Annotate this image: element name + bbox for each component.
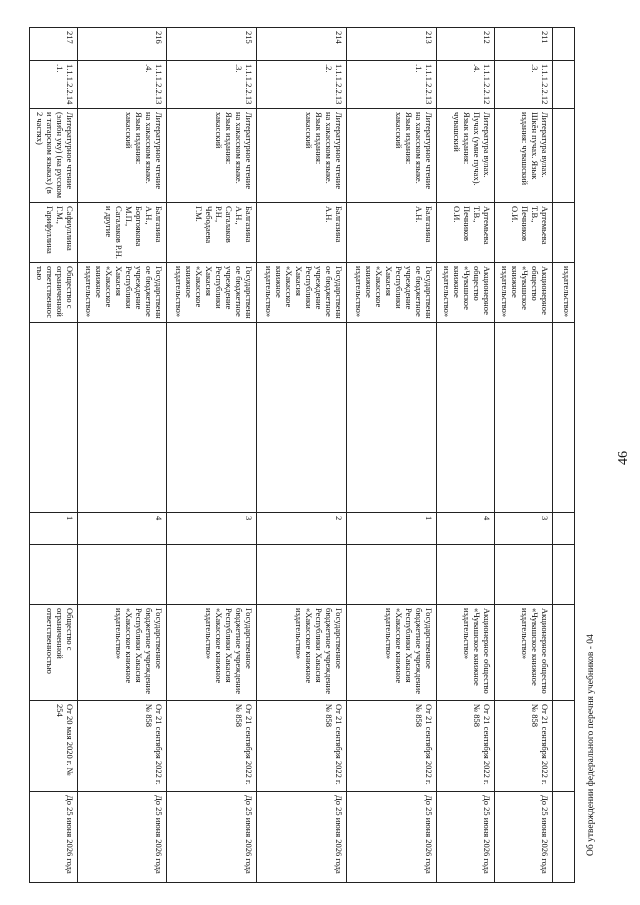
- table-row: [436, 28, 494, 883]
- row-blank: [167, 545, 257, 605]
- rotated-table-wrapper: [29, 27, 575, 882]
- row-authors: Артемьева Т.В., Печников О.И.: [494, 203, 552, 263]
- row-grade: 3: [494, 513, 552, 545]
- row-term: До 25 июня 2026 года: [494, 792, 552, 883]
- row-organization: Государственное бюджетное учреждение Республики Хакасия «Хакасское книжное издательство»: [77, 605, 167, 701]
- row-order: От 21 сентября 2022 г. № 858: [436, 701, 494, 792]
- table-cell: [553, 323, 575, 513]
- table-cell: [553, 792, 575, 883]
- row-publisher: Государственное бюджетное учреждение Республики Хакасия «Хакасское книжное издательство»: [257, 263, 347, 323]
- table-cell: [553, 61, 575, 109]
- row-term: До 25 июня 2026 года: [30, 792, 78, 883]
- row-term: До 25 июня 2026 года: [436, 792, 494, 883]
- row-order: От 21 сентября 2022 г. № 858: [167, 701, 257, 792]
- row-blank: [436, 545, 494, 605]
- table-row: [30, 28, 78, 883]
- row-title: Литературное чтение на хакасском языке. Язык издания: хакасский: [77, 109, 167, 203]
- row-number: 215: [167, 28, 257, 61]
- row-code: 1.1.1.2.2.13.4.: [77, 61, 167, 109]
- row-order: От 21 сентября 2022 г. № 858: [347, 701, 437, 792]
- row-number: 213: [347, 28, 437, 61]
- row-code: 1.1.1.2.2.12.4.: [436, 61, 494, 109]
- row-code: 1.1.1.2.2.13.3.: [167, 61, 257, 109]
- row-organization: Акционерное общество «Чувашское книжное издательство»: [436, 605, 494, 701]
- row-blank: [347, 545, 437, 605]
- row-title: Литературное чтение (элибн уку) (на русском и татарском языках) (в 2 частях): [30, 109, 78, 203]
- row-order: От 20 мая 2020 г. № 254: [30, 701, 78, 792]
- row-number: 217: [30, 28, 78, 61]
- table-cell: [553, 28, 575, 61]
- table-row: [257, 28, 347, 883]
- table-row: [553, 28, 575, 883]
- row-term: До 25 июня 2026 года: [77, 792, 167, 883]
- row-publisher: Государственное бюджетное учреждение Республики Хакасия «Хакасское книжное издательство»: [167, 263, 257, 323]
- row-code: 1.1.1.2.2.12.3.: [494, 61, 552, 109]
- row-organization: Государственное бюджетное учреждение Республики Хакасия «Хакасское книжное издательство»: [257, 605, 347, 701]
- row-code: 1.1.1.2.2.13.2.: [257, 61, 347, 109]
- row-publisher: Государственное бюджетное учреждение Республики Хакасия «Хакасское книжное издательство»: [347, 263, 437, 323]
- row-title: Литературное чтение на хакасском языке. Язык издания: хакасский: [347, 109, 437, 203]
- row-organization: Государственное бюджетное учреждение Республики Хакасия «Хакасское книжное издательство»: [167, 605, 257, 701]
- row-grade: 3: [167, 513, 257, 545]
- row-grade: 2: [257, 513, 347, 545]
- row-authors: Балгазина А.Н.: [257, 203, 347, 263]
- page-number: 46: [616, 451, 631, 465]
- row-blank: [167, 323, 257, 513]
- row-title: Литература вулах. Шкĕн пучах. Язык издания: чувашский: [494, 109, 552, 203]
- table-row: [494, 28, 552, 883]
- row-grade: 1: [30, 513, 78, 545]
- row-blank: [30, 323, 78, 513]
- row-blank: [77, 545, 167, 605]
- row-order: От 21 сентября 2022 г. № 858: [257, 701, 347, 792]
- row-blank: [77, 323, 167, 513]
- row-publisher: Общество с ограниченной ответственностью: [30, 263, 78, 323]
- row-blank: [494, 545, 552, 605]
- row-term: До 25 июня 2026 года: [167, 792, 257, 883]
- row-authors: Балгазина А.Н., Сагалаков Р.Н., Чебодаева Г.М.: [167, 203, 257, 263]
- row-grade: 1: [347, 513, 437, 545]
- table-row: [77, 28, 167, 883]
- row-grade: 4: [77, 513, 167, 545]
- row-blank: [257, 323, 347, 513]
- row-order: От 21 сентября 2022 г. № 858: [77, 701, 167, 792]
- row-number: 212: [436, 28, 494, 61]
- row-authors: Балгазина А.Н., Боргоякова М.П., Сагалаков Р.Н. и другие: [77, 203, 167, 263]
- row-blank: [30, 545, 78, 605]
- footer-text: Об утверждении федерального перечня учебников - 04: [586, 634, 596, 856]
- row-number: 214: [257, 28, 347, 61]
- row-blank: [494, 323, 552, 513]
- row-title: Литературное чтение на хакасском языке. Язык издания: хакасский: [167, 109, 257, 203]
- table-cell: издательство»: [553, 263, 575, 323]
- row-title: Литературное чтение на хакасском языке. Язык издания: хакасский: [257, 109, 347, 203]
- row-code: 1.1.1.2.2.14.1.: [30, 61, 78, 109]
- table-row: [167, 28, 257, 883]
- row-authors: Артемьева Т.В., Печников О.И.: [436, 203, 494, 263]
- row-blank: [347, 323, 437, 513]
- textbook-table: [29, 27, 575, 883]
- table-cell: [553, 513, 575, 545]
- row-publisher: Государственное бюджетное учреждение Республики Хакасия «Хакасское книжное издательство»: [77, 263, 167, 323]
- row-blank: [257, 545, 347, 605]
- row-authors: Балгазина А.Н.: [347, 203, 437, 263]
- row-organization: Акционерное общество «Чувашское книжное издательство»: [494, 605, 552, 701]
- row-title: Литература вулах. Пучах (умне пучах). Язык издания: чувашский: [436, 109, 494, 203]
- row-number: 211: [494, 28, 552, 61]
- row-blank: [436, 323, 494, 513]
- row-authors: Сафиуллина Г.М., Гарифуллина: [30, 203, 78, 263]
- table-row: [347, 28, 437, 883]
- row-number: 216: [77, 28, 167, 61]
- row-term: До 25 июня 2026 года: [347, 792, 437, 883]
- row-publisher: Акционерное общество «Чувашское книжное издательство»: [436, 263, 494, 323]
- table-cell: [553, 203, 575, 263]
- table-cell: [553, 545, 575, 605]
- row-grade: 4: [436, 513, 494, 545]
- row-organization: Общество с ограниченной ответственностью: [30, 605, 78, 701]
- row-order: От 21 сентября 2022 г. № 858: [494, 701, 552, 792]
- row-term: До 25 июня 2026 года: [257, 792, 347, 883]
- table-cell: [553, 605, 575, 701]
- row-publisher: Акционерное общество «Чувашское книжное издательство»: [494, 263, 552, 323]
- table-cell: [553, 109, 575, 203]
- table-cell: [553, 701, 575, 792]
- row-organization: Государственное бюджетное учреждение Республики Хакасия «Хакасское книжное издательство»: [347, 605, 437, 701]
- row-code: 1.1.1.2.2.13.1.: [347, 61, 437, 109]
